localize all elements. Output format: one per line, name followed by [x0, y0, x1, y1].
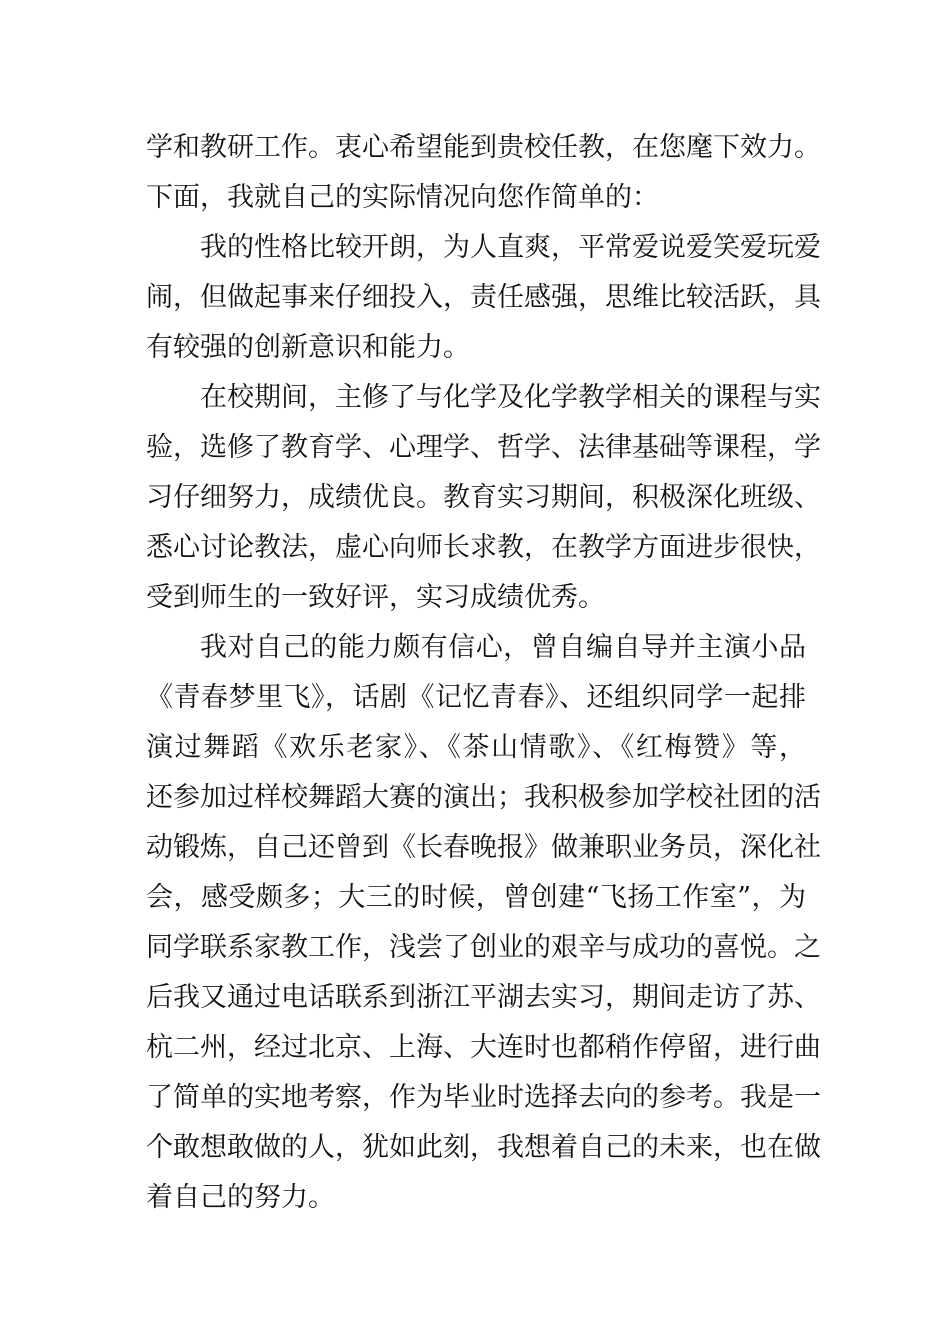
paragraph-first-line: 我对自己的能力颇有信心，曾自编自导并主演小品	[200, 632, 806, 663]
line-text: 有较强的创新意识和能力。	[146, 332, 470, 363]
line-text: 演过舞蹈《欢乐老家》、《茶山情歌》、《红梅赞》等，	[146, 732, 806, 763]
text-line	[0, 423, 950, 473]
text-line	[0, 873, 950, 923]
line-text: 下面，我就自己的实际情况向您作简单的：	[146, 182, 659, 213]
line-text: 悉心讨论教法，虚心向师长求教，在教学方面进步很快，	[146, 532, 821, 563]
text-line	[0, 973, 950, 1023]
text-line	[0, 1073, 950, 1123]
paragraph-first-line: 我的性格比较开朗，为人直爽，平常爱说爱笑爱玩爱	[200, 232, 821, 263]
line-text: 《青春梦里飞》，话剧《记忆青春》、还组织同学一起排	[146, 682, 806, 713]
line-text: 会，感受颇多；大三的时候，曾创建“飞扬工作室”，为	[146, 882, 806, 913]
line-text: 动锻炼，自己还曾到《长春晚报》做兼职业务员，深化社	[146, 832, 821, 863]
text-line	[0, 523, 950, 573]
text-line	[0, 1023, 950, 1073]
text-line	[0, 123, 950, 173]
line-text: 个敢想敢做的人，犹如此刻，我想着自己的未来，也在做	[146, 1132, 821, 1163]
line-text: 验，选修了教育学、心理学、哲学、法律基础等课程，学	[146, 432, 821, 463]
line-text: 学和教研工作。衷心希望能到贵校任教，在您麾下效力。	[146, 132, 821, 163]
text-line	[0, 773, 950, 823]
line-text: 着自己的努力。	[146, 1182, 335, 1213]
text-line	[0, 673, 950, 723]
text-line	[0, 323, 950, 373]
text-line	[0, 373, 950, 423]
text-line	[0, 223, 950, 273]
text-line	[0, 623, 950, 673]
text-line	[0, 923, 950, 973]
text-line	[0, 173, 950, 223]
line-text: 受到师生的一致好评，实习成绩优秀。	[146, 582, 605, 613]
line-text: 习仔细努力，成绩优良。教育实习期间，积极深化班级、	[146, 482, 821, 513]
text-line	[0, 273, 950, 323]
line-text: 还参加过样校舞蹈大赛的演出；我积极参加学校社团的活	[146, 782, 821, 813]
text-line	[0, 473, 950, 523]
paragraph-first-line: 在校期间，主修了与化学及化学教学相关的课程与实	[200, 382, 821, 413]
line-text: 了简单的实地考察，作为毕业时选择去向的参考。我是一	[146, 1082, 821, 1113]
line-text: 后我又通过电话联系到浙江平湖去实习，期间走访了苏、	[146, 982, 821, 1013]
text-line	[0, 723, 950, 773]
text-line	[0, 1173, 950, 1223]
text-line	[0, 823, 950, 873]
line-text: 同学联系家教工作，浅尝了创业的艰辛与成功的喜悦。之	[146, 932, 821, 963]
text-line	[0, 573, 950, 623]
line-text: 杭二州，经过北京、上海、大连时也都稍作停留，进行曲	[146, 1032, 821, 1063]
line-text: 闹，但做起事来仔细投入，责任感强，思维比较活跃，具	[146, 282, 821, 313]
text-line	[0, 1123, 950, 1173]
